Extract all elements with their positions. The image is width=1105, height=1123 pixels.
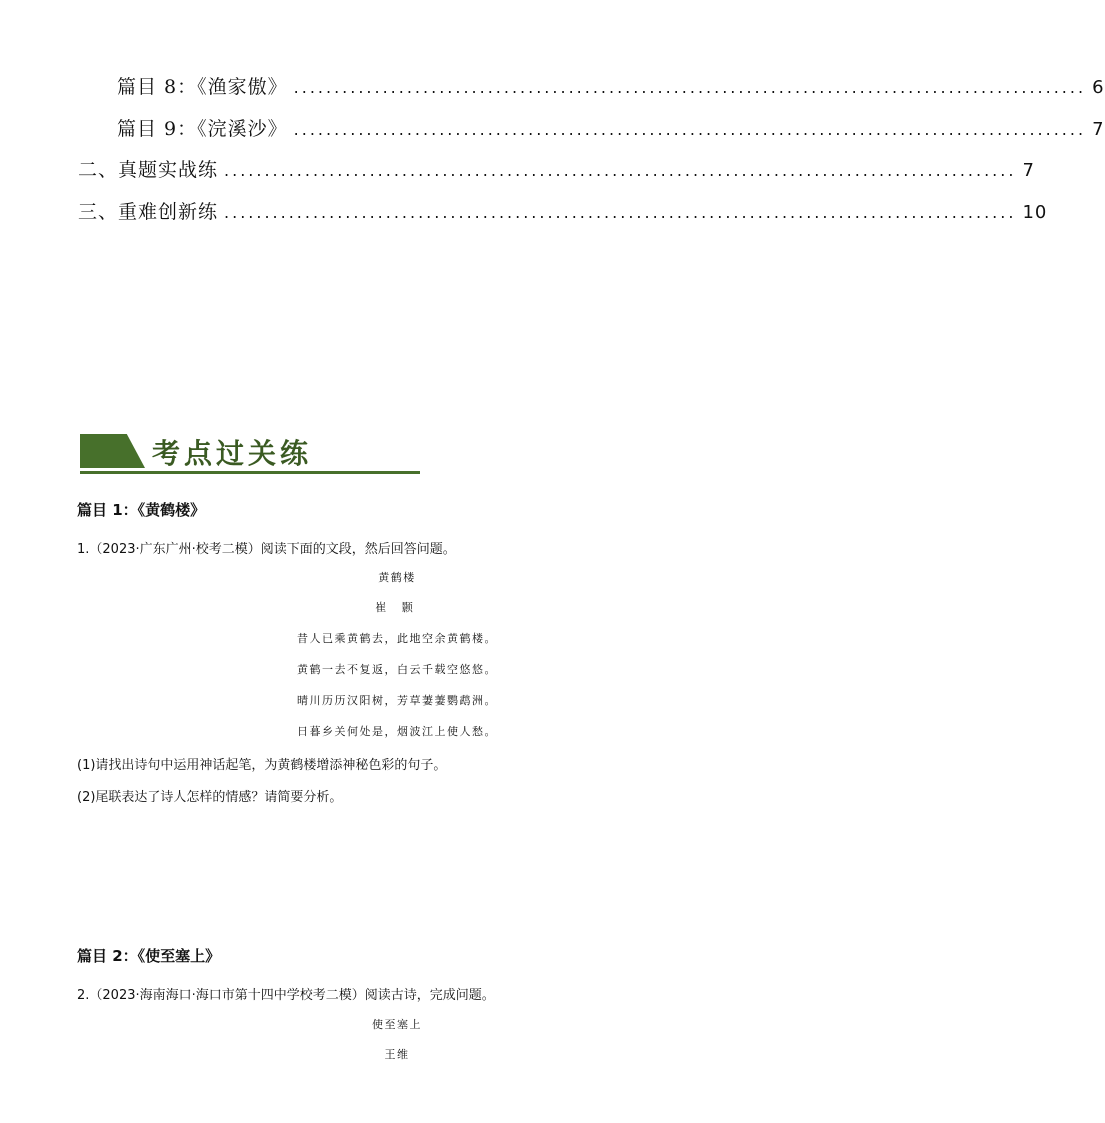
toc-page-number: 7	[1092, 119, 1105, 140]
toc-entry[interactable]	[78, 155, 1035, 182]
poem-line: 晴川历历汉阳树，芳草萋萋鹦鹉洲。	[297, 694, 497, 707]
toc-entry-label: 三、重难创新练	[78, 201, 219, 223]
toc-page-number: 10	[1022, 202, 1048, 223]
poem-author: 王维	[384, 1048, 410, 1061]
poem-author: 崔 颢	[375, 601, 419, 614]
sub-question: (2)尾联表达了诗人怎样的情感？请简要分析。	[77, 790, 343, 805]
toc-page-number: 7	[1022, 160, 1035, 181]
poem-line: 日暮乡关何处是，烟波江上使人愁。	[297, 725, 497, 738]
poem-title: 使至塞上	[372, 1018, 422, 1031]
item-heading: 篇目 1：《黄鹤楼》	[77, 501, 206, 519]
poem-title: 黄鹤楼	[378, 571, 416, 584]
toc-page-number: 6	[1092, 77, 1105, 98]
question-prompt: 2.（2023·海南海口·海口市第十四中学校考二模）阅读古诗，完成问题。	[77, 988, 495, 1003]
toc-entry-label: 篇目 8：《渔家傲》	[117, 76, 288, 98]
item-heading: 篇目 2：《使至塞上》	[77, 947, 221, 965]
toc-entry[interactable]	[117, 72, 1105, 99]
section-banner	[80, 432, 420, 476]
banner-shape	[80, 434, 145, 468]
dot-leader: ..................................................................................................	[293, 120, 1087, 139]
section-title: 考点过关练	[152, 437, 313, 470]
dot-leader: ..................................................................................................	[293, 78, 1087, 97]
poem-line: 昔人已乘黄鹤去，此地空余黄鹤楼。	[297, 632, 497, 645]
sub-question: (1)请找出诗句中运用神话起笔，为黄鹤楼增添神秘色彩的句子。	[77, 758, 447, 773]
toc-entry-label: 二、真题实战练	[78, 159, 219, 181]
toc-entry-label: 篇目 9：《浣溪沙》	[117, 118, 288, 140]
question-prompt: 1.（2023·广东广州·校考二模）阅读下面的文段，然后回答问题。	[77, 542, 456, 557]
dot-leader: ..................................................................................................	[224, 161, 1017, 180]
toc-entry[interactable]	[78, 197, 1048, 224]
toc-entry[interactable]	[117, 114, 1105, 141]
banner-underline	[80, 471, 420, 474]
poem-line: 黄鹤一去不复返，白云千载空悠悠。	[297, 663, 497, 676]
dot-leader: ..................................................................................................	[224, 203, 1017, 222]
